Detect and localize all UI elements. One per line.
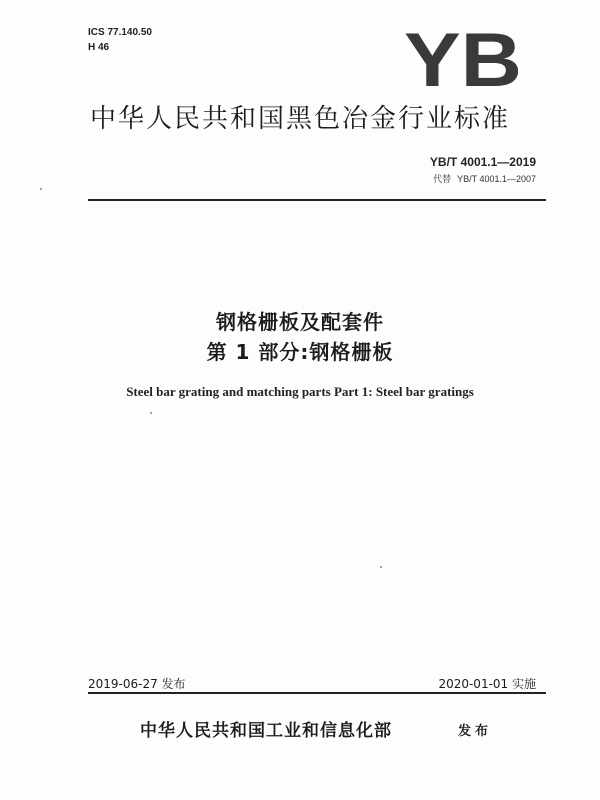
cn-title-line-2: 第 1 部分:钢格栅板 <box>206 340 394 364</box>
main-title: 中华人民共和国黑色冶金行业标准 <box>89 104 510 134</box>
replaces-label: 代替 <box>433 175 452 185</box>
replaces-row <box>433 172 536 185</box>
issued-word: 发布 <box>458 724 493 739</box>
replaces-number: YB/T 4001.1—2007 <box>457 174 536 184</box>
ics-code: ICS 77.140.50 <box>88 27 152 38</box>
scan-speck <box>150 412 152 414</box>
cn-title-line-1: 钢格栅板及配套件 <box>216 310 384 334</box>
yb-logo <box>402 24 524 94</box>
logo-lettering: YB <box>404 24 522 94</box>
issuing-authority: 中华人民共和国工业和信息化部 <box>140 721 392 741</box>
en-title: Steel bar grating and matching parts Part 1: Steel bar gratings <box>126 384 474 399</box>
classification-code: H 46 <box>88 42 110 53</box>
bottom-divider <box>88 692 546 694</box>
scan-speck <box>380 566 382 568</box>
implementation-date: 2020-01-01 实施 <box>438 677 536 691</box>
top-divider <box>88 199 546 201</box>
scan-speck <box>40 188 42 190</box>
standard-number: YB/T 4001.1—2019 <box>429 155 536 169</box>
issue-date: 2019-06-27 发布 <box>88 677 186 691</box>
